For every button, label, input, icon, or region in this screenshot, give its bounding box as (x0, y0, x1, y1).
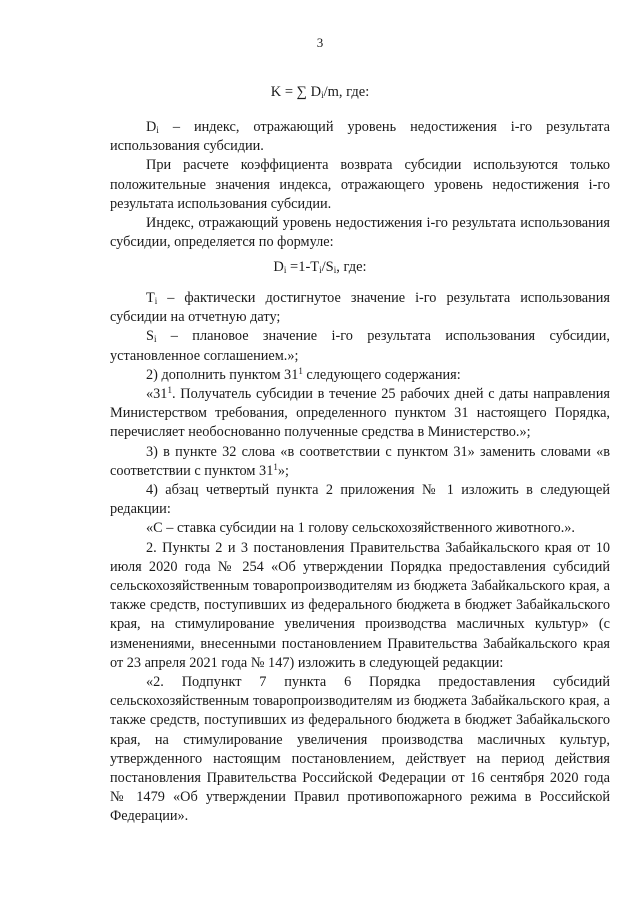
text-run: »; (277, 462, 289, 479)
paragraph-si (110, 327, 610, 365)
text-run: S (146, 328, 154, 345)
formula-d-part: , где: (336, 259, 367, 275)
formula-k-part: /m, где: (323, 84, 370, 100)
text-run: – индекс, отражающий уровень недостижения i-го результата использования субсидии. (110, 119, 610, 155)
text-run: «31 (146, 386, 168, 403)
page-number: 3 (316, 35, 324, 50)
paragraph-di (110, 118, 610, 156)
paragraph-rate: «С – ставка субсидии на 1 голову сельскохозяйственного животного.». (146, 520, 575, 537)
subscript: i (153, 334, 157, 345)
text-run: 3) в пункте 32 слова «в соответствии с пунктом 31» заменить словами «в соответствии с пунктом 31 (110, 443, 610, 479)
paragraph-ti (110, 289, 610, 327)
paragraph-item-2 (110, 366, 610, 385)
text-run: D (146, 119, 157, 135)
superscript: 1 (298, 365, 303, 376)
paragraph-index-formula: Индекс, отражающий уровень недостижения i-го результата использования субсидии, определяется по формуле: (110, 215, 610, 251)
superscript: 1 (167, 385, 172, 396)
text-run: – плановое значение i-го результата использования субсидии, установленное соглашением.»; (110, 328, 610, 364)
text-run: T (146, 290, 155, 306)
formula-d-part: =1-T (286, 259, 320, 275)
paragraph-positive-values: При расчете коэффициента возврата субсидии используются только положительные значения индекса, отражающего уровень недостижения i-го результата использования субсидии. (110, 157, 610, 212)
formula-d-subscript: i (333, 265, 337, 275)
text-run: – фактически достигнутое значение i-го результата использования субсидии на отчетную дату; (110, 290, 610, 326)
formula-d-part: /S (321, 259, 334, 275)
text-block-main (110, 289, 610, 827)
superscript: 1 (273, 461, 278, 472)
subscript: i (156, 125, 159, 135)
formula-d (0, 258, 640, 277)
paragraph-item-3 (110, 443, 610, 481)
formula-d-subscript: i (283, 265, 287, 275)
text-block-top (110, 118, 610, 252)
formula-k (0, 83, 640, 102)
formula-k-part: K = ∑ D (270, 84, 322, 100)
paragraph-31-1 (110, 385, 610, 443)
formula-k-subscript: i (321, 90, 324, 100)
text-run: 2) дополнить пунктом 31 (146, 366, 299, 383)
formula-d-part: D (273, 259, 284, 275)
paragraph-quote-2: «2. Подпункт 7 пункта 6 Порядка предоставления субсидий сельскохозяйственным товаропроизводителям из бюджета Забайкальского края, а также средств, поступивших из федерального бюджета в бюджет Забайкальского края, на стимулирование увеличения производства масличных культур, утвержденного настоящим постановлением, действует на период действия постановления Правительства Российской Федерации от 16 сентября 2020 года № 1479 «Об утверждении Правил противопожарного режима в Российской Федерации». (110, 674, 610, 825)
subscript: i (154, 296, 158, 306)
paragraph-item-4: 4) абзац четвертый пункта 2 приложения № 1 изложить в следующей редакции: (110, 482, 610, 518)
text-run: . Получатель субсидии в течение 25 рабочих дней с даты направления Министерством требования, определенного пунктом 31 настоящего Порядка, перечисляет необоснованно полученные средства в Министерство.»; (110, 386, 610, 441)
formula-d-subscript: i (319, 265, 322, 275)
text-run: следующего содержания: (302, 366, 461, 383)
paragraph-section-2: 2. Пункты 2 и 3 постановления Правительства Забайкальского края от 10 июля 2020 года № 254 «Об утверждении Порядка предоставления субсидий сельскохозяйственным товаропроизводителям из бюджета Забайкальского края, а также средств, поступивших из федерального бюджета в бюджет Забайкальского края, на стимулирование увеличения производства масличных культур» (с изменениями, внесенными постановлением Правительства Забайкальского края от 23 апреля 2021 года № 147) изложить в следующей редакции: (110, 539, 610, 671)
